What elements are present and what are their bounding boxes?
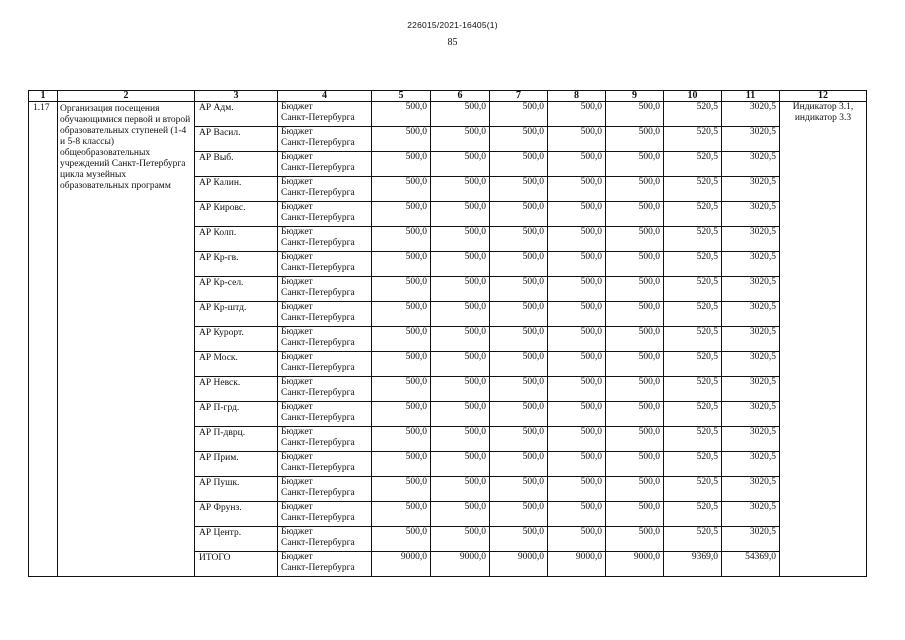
amount-cell: 500,0 <box>548 527 606 552</box>
funding-source-cell: Бюджет Санкт-Петербурга <box>278 402 372 427</box>
district-cell: АР Кировс. <box>195 202 278 227</box>
amount-cell: 500,0 <box>372 402 431 427</box>
amount-cell: 520,5 <box>664 177 722 202</box>
amount-cell: 9000,0 <box>372 552 431 577</box>
amount-cell: 54369,0 <box>722 552 780 577</box>
funding-source-cell: Бюджет Санкт-Петербурга <box>278 552 372 577</box>
amount-cell: 3020,5 <box>722 402 780 427</box>
amount-cell: 500,0 <box>490 177 548 202</box>
column-header: 4 <box>278 91 372 102</box>
column-header: 10 <box>664 91 722 102</box>
amount-cell: 500,0 <box>606 302 664 327</box>
funding-source-cell: Бюджет Санкт-Петербурга <box>278 377 372 402</box>
amount-cell: 500,0 <box>490 227 548 252</box>
program-table <box>28 90 867 577</box>
amount-cell: 500,0 <box>431 102 490 127</box>
amount-cell: 3020,5 <box>722 227 780 252</box>
amount-cell: 520,5 <box>664 102 722 127</box>
funding-source-cell: Бюджет Санкт-Петербурга <box>278 302 372 327</box>
amount-cell: 500,0 <box>606 227 664 252</box>
column-header: 9 <box>606 91 664 102</box>
amount-cell: 500,0 <box>431 202 490 227</box>
amount-cell: 500,0 <box>490 452 548 477</box>
district-cell: АР Прим. <box>195 452 278 477</box>
amount-cell: 500,0 <box>431 527 490 552</box>
column-header: 2 <box>58 91 195 102</box>
amount-cell: 520,5 <box>664 402 722 427</box>
amount-cell: 500,0 <box>431 277 490 302</box>
amount-cell: 3020,5 <box>722 502 780 527</box>
amount-cell: 500,0 <box>372 202 431 227</box>
amount-cell: 3020,5 <box>722 452 780 477</box>
amount-cell: 500,0 <box>431 227 490 252</box>
amount-cell: 520,5 <box>664 352 722 377</box>
amount-cell: 500,0 <box>606 277 664 302</box>
amount-cell: 500,0 <box>548 102 606 127</box>
header-row <box>29 91 867 102</box>
amount-cell: 520,5 <box>664 277 722 302</box>
amount-cell: 500,0 <box>372 502 431 527</box>
amount-cell: 500,0 <box>490 377 548 402</box>
amount-cell: 3020,5 <box>722 527 780 552</box>
amount-cell: 500,0 <box>606 327 664 352</box>
amount-cell: 3020,5 <box>722 202 780 227</box>
amount-cell: 500,0 <box>372 377 431 402</box>
amount-cell: 500,0 <box>372 152 431 177</box>
funding-source-cell: Бюджет Санкт-Петербурга <box>278 352 372 377</box>
amount-cell: 3020,5 <box>722 102 780 127</box>
amount-cell: 500,0 <box>606 177 664 202</box>
amount-cell: 500,0 <box>490 402 548 427</box>
amount-cell: 500,0 <box>548 252 606 277</box>
amount-cell: 500,0 <box>490 102 548 127</box>
amount-cell: 520,5 <box>664 127 722 152</box>
amount-cell: 3020,5 <box>722 277 780 302</box>
funding-source-cell: Бюджет Санкт-Петербурга <box>278 502 372 527</box>
district-cell: АР Кр-гв. <box>195 252 278 277</box>
amount-cell: 500,0 <box>372 327 431 352</box>
district-cell: АР Колп. <box>195 227 278 252</box>
amount-cell: 520,5 <box>664 452 722 477</box>
district-cell: АР Курорт. <box>195 327 278 352</box>
amount-cell: 500,0 <box>372 527 431 552</box>
amount-cell: 9369,0 <box>664 552 722 577</box>
amount-cell: 520,5 <box>664 427 722 452</box>
amount-cell: 500,0 <box>431 377 490 402</box>
funding-source-cell: Бюджет Санкт-Петербурга <box>278 327 372 352</box>
amount-cell: 500,0 <box>606 102 664 127</box>
funding-source-cell: Бюджет Санкт-Петербурга <box>278 227 372 252</box>
amount-cell: 500,0 <box>372 102 431 127</box>
funding-source-cell: Бюджет Санкт-Петербурга <box>278 277 372 302</box>
funding-source-cell: Бюджет Санкт-Петербурга <box>278 127 372 152</box>
amount-cell: 3020,5 <box>722 252 780 277</box>
amount-cell: 3020,5 <box>722 427 780 452</box>
column-header: 5 <box>372 91 431 102</box>
amount-cell: 500,0 <box>372 227 431 252</box>
amount-cell: 500,0 <box>548 427 606 452</box>
amount-cell: 500,0 <box>431 302 490 327</box>
amount-cell: 500,0 <box>372 302 431 327</box>
column-header: 3 <box>195 91 278 102</box>
amount-cell: 500,0 <box>548 452 606 477</box>
amount-cell: 520,5 <box>664 377 722 402</box>
amount-cell: 500,0 <box>548 352 606 377</box>
amount-cell: 500,0 <box>431 477 490 502</box>
amount-cell: 500,0 <box>548 327 606 352</box>
amount-cell: 500,0 <box>490 427 548 452</box>
funding-source-cell: Бюджет Санкт-Петербурга <box>278 252 372 277</box>
document-id: 226015/2021-16405(1) <box>407 20 498 30</box>
amount-cell: 500,0 <box>548 502 606 527</box>
amount-cell: 500,0 <box>490 477 548 502</box>
district-cell: АР Кр-штд. <box>195 302 278 327</box>
amount-cell: 3020,5 <box>722 127 780 152</box>
amount-cell: 500,0 <box>431 452 490 477</box>
amount-cell: 3020,5 <box>722 177 780 202</box>
district-cell: АР Калин. <box>195 177 278 202</box>
column-header: 6 <box>431 91 490 102</box>
district-cell: АР П-дврц. <box>195 427 278 452</box>
district-cell: АР Пушк. <box>195 477 278 502</box>
table-row <box>29 102 867 127</box>
amount-cell: 500,0 <box>606 402 664 427</box>
amount-cell: 3020,5 <box>722 377 780 402</box>
amount-cell: 500,0 <box>431 502 490 527</box>
funding-source-cell: Бюджет Санкт-Петербурга <box>278 102 372 127</box>
amount-cell: 9000,0 <box>431 552 490 577</box>
activity-name: Организация посещения обучающимися первой и второй образовательных ступеней (1-4 и 5-8 классы) общеобразовательных учреждений Санкт-Петербурга цикла музейных образовательных программ <box>58 102 195 577</box>
amount-cell: 500,0 <box>431 402 490 427</box>
district-cell: АР Выб. <box>195 152 278 177</box>
funding-source-cell: Бюджет Санкт-Петербурга <box>278 527 372 552</box>
amount-cell: 9000,0 <box>548 552 606 577</box>
amount-cell: 500,0 <box>372 352 431 377</box>
funding-source-cell: Бюджет Санкт-Петербурга <box>278 202 372 227</box>
amount-cell: 9000,0 <box>606 552 664 577</box>
amount-cell: 520,5 <box>664 227 722 252</box>
amount-cell: 500,0 <box>490 302 548 327</box>
amount-cell: 500,0 <box>372 427 431 452</box>
amount-cell: 500,0 <box>372 277 431 302</box>
amount-cell: 520,5 <box>664 327 722 352</box>
amount-cell: 9000,0 <box>490 552 548 577</box>
column-header: 11 <box>722 91 780 102</box>
amount-cell: 500,0 <box>372 177 431 202</box>
amount-cell: 500,0 <box>548 127 606 152</box>
district-cell: АР Васил. <box>195 127 278 152</box>
column-header: 12 <box>780 91 867 102</box>
district-cell: АР Кр-сел. <box>195 277 278 302</box>
district-cell: АР Моск. <box>195 352 278 377</box>
amount-cell: 500,0 <box>490 502 548 527</box>
amount-cell: 520,5 <box>664 252 722 277</box>
amount-cell: 500,0 <box>431 177 490 202</box>
item-index: 1.17 <box>29 102 58 577</box>
page-number: 85 <box>447 37 458 48</box>
amount-cell: 500,0 <box>431 352 490 377</box>
amount-cell: 500,0 <box>490 277 548 302</box>
amount-cell: 500,0 <box>548 277 606 302</box>
amount-cell: 500,0 <box>548 227 606 252</box>
amount-cell: 500,0 <box>606 377 664 402</box>
amount-cell: 500,0 <box>606 427 664 452</box>
column-header: 1 <box>29 91 58 102</box>
amount-cell: 500,0 <box>490 152 548 177</box>
amount-cell: 520,5 <box>664 152 722 177</box>
amount-cell: 500,0 <box>548 477 606 502</box>
amount-cell: 500,0 <box>372 127 431 152</box>
amount-cell: 500,0 <box>372 252 431 277</box>
amount-cell: 3020,5 <box>722 352 780 377</box>
amount-cell: 500,0 <box>372 452 431 477</box>
amount-cell: 520,5 <box>664 202 722 227</box>
amount-cell: 500,0 <box>606 452 664 477</box>
amount-cell: 3020,5 <box>722 477 780 502</box>
indicators-cell: Индикатор 3.1, индикатор 3.3 <box>780 102 867 577</box>
amount-cell: 3020,5 <box>722 327 780 352</box>
amount-cell: 500,0 <box>548 302 606 327</box>
amount-cell: 500,0 <box>431 427 490 452</box>
funding-source-cell: Бюджет Санкт-Петербурга <box>278 427 372 452</box>
amount-cell: 520,5 <box>664 302 722 327</box>
district-cell: ИТОГО <box>195 552 278 577</box>
amount-cell: 500,0 <box>431 252 490 277</box>
funding-source-cell: Бюджет Санкт-Петербурга <box>278 452 372 477</box>
amount-cell: 500,0 <box>490 352 548 377</box>
amount-cell: 500,0 <box>490 127 548 152</box>
amount-cell: 3020,5 <box>722 152 780 177</box>
district-cell: АР Центр. <box>195 527 278 552</box>
district-cell: АР Фрунз. <box>195 502 278 527</box>
amount-cell: 500,0 <box>490 202 548 227</box>
amount-cell: 500,0 <box>431 327 490 352</box>
amount-cell: 500,0 <box>606 352 664 377</box>
amount-cell: 500,0 <box>490 252 548 277</box>
amount-cell: 500,0 <box>548 152 606 177</box>
amount-cell: 500,0 <box>548 377 606 402</box>
amount-cell: 500,0 <box>606 202 664 227</box>
amount-cell: 500,0 <box>490 527 548 552</box>
funding-source-cell: Бюджет Санкт-Петербурга <box>278 152 372 177</box>
funding-source-cell: Бюджет Санкт-Петербурга <box>278 177 372 202</box>
amount-cell: 500,0 <box>606 252 664 277</box>
amount-cell: 500,0 <box>490 327 548 352</box>
amount-cell: 500,0 <box>548 202 606 227</box>
amount-cell: 500,0 <box>606 527 664 552</box>
amount-cell: 500,0 <box>431 127 490 152</box>
amount-cell: 500,0 <box>606 477 664 502</box>
amount-cell: 500,0 <box>606 502 664 527</box>
amount-cell: 520,5 <box>664 477 722 502</box>
funding-source-cell: Бюджет Санкт-Петербурга <box>278 477 372 502</box>
amount-cell: 500,0 <box>548 402 606 427</box>
amount-cell: 520,5 <box>664 502 722 527</box>
district-cell: АР П-грд. <box>195 402 278 427</box>
amount-cell: 3020,5 <box>722 302 780 327</box>
amount-cell: 500,0 <box>431 152 490 177</box>
district-cell: АР Адм. <box>195 102 278 127</box>
amount-cell: 500,0 <box>372 477 431 502</box>
amount-cell: 500,0 <box>606 127 664 152</box>
column-header: 8 <box>548 91 606 102</box>
amount-cell: 500,0 <box>548 177 606 202</box>
amount-cell: 520,5 <box>664 527 722 552</box>
district-cell: АР Невск. <box>195 377 278 402</box>
amount-cell: 500,0 <box>606 152 664 177</box>
column-header: 7 <box>490 91 548 102</box>
